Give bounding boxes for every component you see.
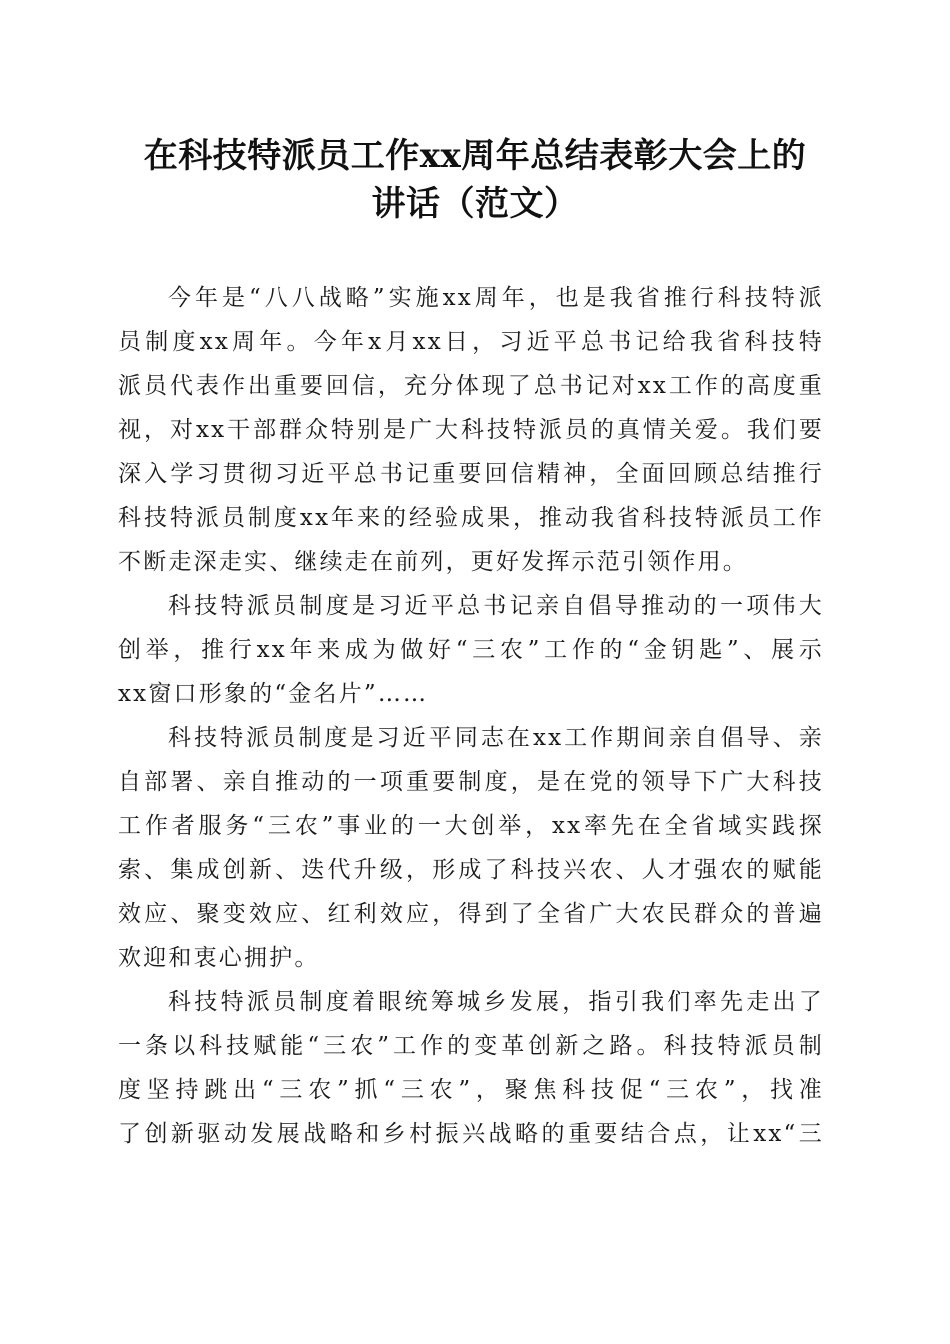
- document-body: [118, 276, 824, 1156]
- paragraph-line: 今年是“八八战略”实施xx周年，也是我省推行科技特派: [168, 285, 824, 311]
- paragraph-line: 深入学习贯彻习近平总书记重要回信精神，全面回顾总结推行: [118, 461, 824, 487]
- paragraph-line: xx窗口形象的“金名片”……: [118, 681, 429, 707]
- paragraph-1: [118, 276, 824, 584]
- paragraph-line: 员制度xx周年。今年x月xx日，习近平总书记给我省科技特: [118, 329, 824, 355]
- paragraph-line: 不断走深走实、继续走在前列，更好发挥示范引领作用。: [118, 549, 748, 575]
- document-title: [118, 132, 832, 228]
- paragraph-line: 创举，推行xx年来成为做好“三农”工作的“金钥匙”、展示: [118, 637, 824, 663]
- paragraph-line: 科技特派员制度是习近平总书记亲自倡导推动的一项伟大: [168, 593, 824, 619]
- paragraph-line: 派员代表作出重要回信，充分体现了总书记对xx工作的高度重: [118, 373, 824, 399]
- paragraph-line: 了创新驱动发展战略和乡村振兴战略的重要结合点，让xx“三: [118, 1121, 824, 1147]
- title-line: 在科技特派员工作xx周年总结表彰大会上的: [143, 136, 807, 176]
- paragraph-line: 度坚持跳出“三农”抓“三农”，聚焦科技促“三农”，找准: [118, 1077, 824, 1103]
- paragraph-line: 工作者服务“三农”事业的一大创举，xx率先在全省域实践探: [118, 813, 824, 839]
- paragraph-line: 一条以科技赋能“三农”工作的变革创新之路。科技特派员制: [118, 1033, 824, 1059]
- paragraph-line: 科技特派员制度是习近平同志在xx工作期间亲自倡导、亲: [168, 725, 824, 751]
- paragraph-line: 效应、聚变效应、红利效应，得到了全省广大农民群众的普遍: [118, 901, 824, 927]
- paragraph-3: [118, 716, 824, 980]
- paragraph-line: 欢迎和衷心拥护。: [118, 945, 320, 971]
- paragraph-line: 索、集成创新、迭代升级，形成了科技兴农、人才强农的赋能: [118, 857, 824, 883]
- paragraph-4: [118, 980, 824, 1156]
- paragraph-2: [118, 584, 824, 716]
- paragraph-line: 自部署、亲自推动的一项重要制度，是在党的领导下广大科技: [118, 769, 824, 795]
- title-line: 讲话（范文）: [371, 184, 579, 224]
- paragraph-line: 科技特派员制度着眼统筹城乡发展，指引我们率先走出了: [168, 989, 824, 1015]
- paragraph-line: 科技特派员制度xx年来的经验成果，推动我省科技特派员工作: [118, 505, 824, 531]
- paragraph-line: 视，对xx干部群众特别是广大科技特派员的真情关爱。我们要: [118, 417, 824, 443]
